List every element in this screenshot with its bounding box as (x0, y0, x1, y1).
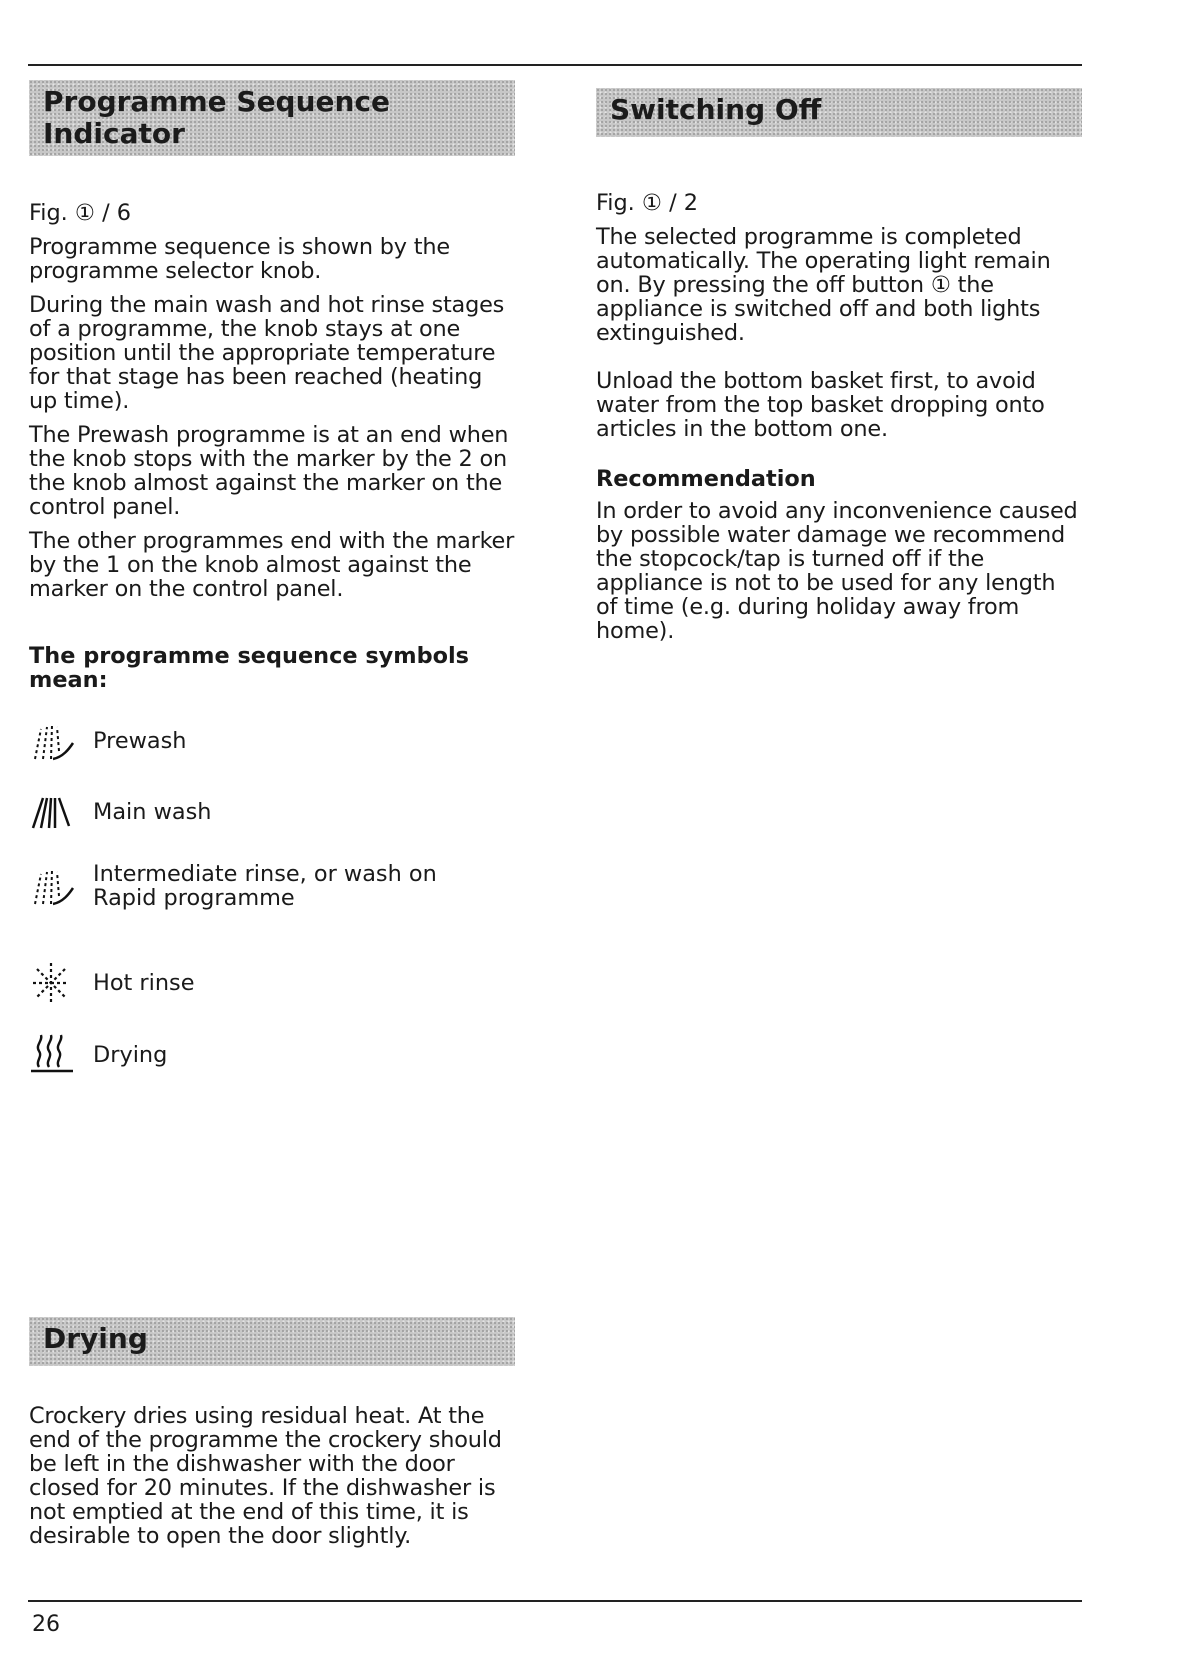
paragraph: Crockery dries using residual heat. At the end of the programme the crockery should be left in the dishwasher with the door closed for 20 minutes. If the dishwasher is not emptied at the end of this time, it is desirable to open the door slightly. (29, 1403, 502, 1549)
section-heading-text: Programme Sequence Indicator (43, 85, 391, 150)
drying-section (29, 1317, 515, 1366)
switching-off-body (596, 191, 1082, 355)
symbol-label: Hot rinse (93, 970, 195, 996)
symbol-label: Prewash (93, 728, 187, 754)
drying-body (29, 1404, 515, 1558)
symbols-heading: The programme sequence symbols mean: (29, 643, 469, 693)
bottom-rule (28, 1600, 1082, 1602)
drying-icon (29, 1033, 93, 1077)
unload-paragraph (596, 369, 1082, 451)
section-heading-text: Drying (43, 1322, 148, 1355)
symbol-row-hot-rinse (29, 961, 515, 1005)
left-column (29, 80, 515, 156)
top-rule (28, 64, 1082, 66)
symbol-row-intermediate-rinse (29, 862, 515, 910)
symbol-label: Main wash (93, 799, 212, 825)
recommendation-paragraph: In order to avoid any inconvenience caused by possible water damage we recommend the stopcock/tap is turned off if the appliance is not to be used for any length of time (e.g. during holiday away from home). (596, 498, 1078, 644)
paragraph: Unload the bottom basket first, to avoid water from the top basket dropping onto articles in the bottom one. (596, 368, 1045, 442)
section-heading-switching-off (596, 88, 1082, 137)
symbol-label: Drying (93, 1042, 168, 1068)
paragraph: The other programmes end with the marker by the 1 on the knob almost against the marker on the control panel. (29, 528, 515, 602)
paragraph: The selected programme is completed automatically. The operating light remain on. By pressing the off button ① the appliance is switched off and both lights extinguished. (596, 224, 1051, 346)
main-wash-icon (29, 790, 93, 834)
prewash-icon (29, 719, 93, 763)
symbols-section (29, 644, 515, 700)
recommendation-heading: Recommendation (596, 466, 816, 492)
symbol-row-main-wash (29, 790, 515, 834)
recommendation-section (596, 467, 1082, 653)
section-heading-text: Switching Off (610, 93, 822, 126)
figure-reference: Fig. ① / 6 (29, 200, 132, 226)
symbol-row-prewash (29, 719, 515, 763)
symbol-row-drying (29, 1033, 515, 1077)
paragraph: During the main wash and hot rinse stages of a programme, the knob stays at one position until the appropriate temperature for that stage has been reached (heating up time). (29, 292, 505, 414)
page-number: 26 (32, 1612, 60, 1637)
figure-reference: Fig. ① / 2 (596, 190, 699, 216)
right-column (596, 88, 1082, 137)
intermediate-rinse-icon (29, 864, 93, 908)
hot-rinse-icon (29, 961, 93, 1005)
symbol-label: Intermediate rinse, or wash on Rapid programme (93, 861, 437, 911)
section-heading-programme-sequence (29, 80, 515, 156)
programme-sequence-body (29, 201, 515, 611)
paragraph: Programme sequence is shown by the programme selector knob. (29, 234, 450, 284)
section-heading-drying (29, 1317, 515, 1366)
paragraph: The Prewash programme is at an end when the knob stops with the marker by the 2 on the knob almost against the marker on the control panel. (29, 422, 509, 520)
